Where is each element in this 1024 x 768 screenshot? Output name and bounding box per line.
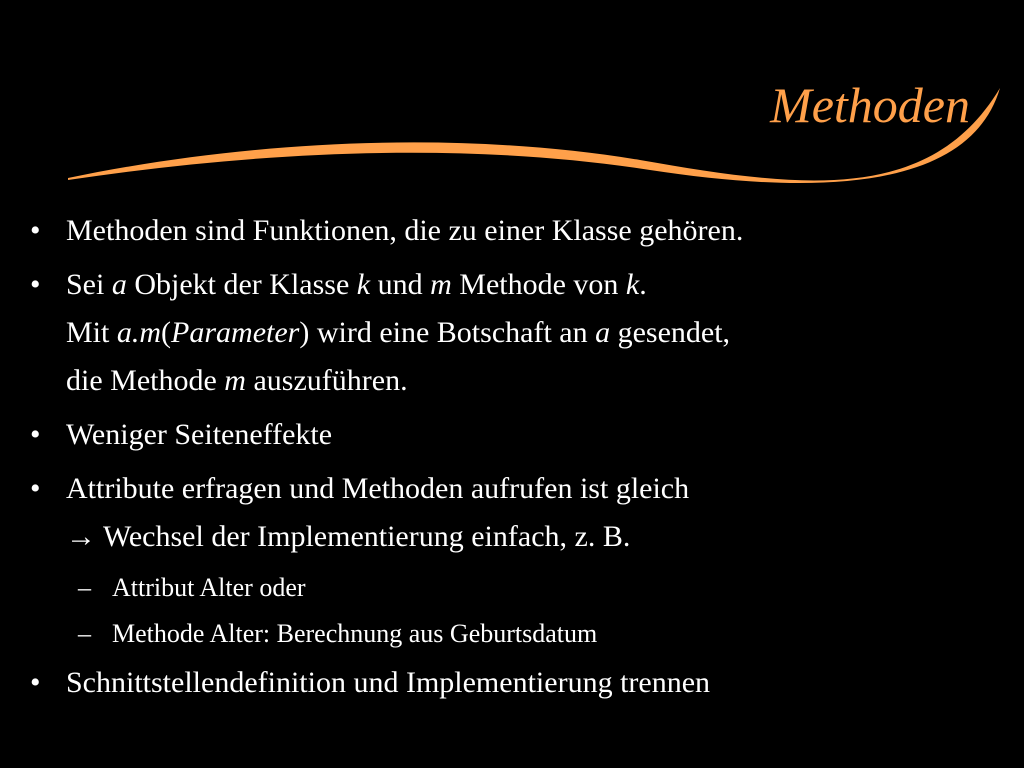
text-segment: wird eine Botschaft an	[309, 316, 596, 349]
text-segment: auszuführen.	[245, 364, 408, 397]
text-segment: (	[161, 316, 172, 349]
bullet-item-3	[30, 411, 990, 459]
right-arrow-icon: →	[66, 520, 96, 553]
text-segment: gesendet,	[610, 316, 731, 349]
italic-segment: a.m	[116, 316, 162, 349]
italic-segment: k	[356, 268, 371, 301]
bullet-marker: •	[30, 472, 41, 505]
bullet-line-3	[66, 357, 990, 405]
italic-segment: m	[430, 268, 452, 301]
bullet-line-2	[66, 309, 990, 357]
text-segment: )	[299, 316, 310, 349]
bullet-item-5	[30, 659, 990, 707]
sub-item-1	[30, 567, 990, 609]
italic-segment: a	[595, 316, 611, 349]
dash-marker: –	[78, 573, 91, 602]
bullet-text: Weniger Seiteneffekte	[66, 418, 333, 451]
text-segment: Objekt der Klasse	[126, 268, 357, 301]
text-segment: und	[370, 268, 431, 301]
italic-segment: k	[625, 268, 640, 301]
bullet-marker: •	[30, 666, 41, 699]
bullet-line-1: Attribute erfragen und Methoden aufrufen ist gleich	[66, 472, 690, 505]
text-segment: Sei	[66, 268, 112, 301]
bullet-marker: •	[30, 418, 41, 451]
bullet-item-1	[30, 207, 990, 255]
dash-marker: –	[78, 619, 91, 648]
bullet-text: Methoden sind Funktionen, die zu einer Klasse gehören.	[66, 214, 744, 247]
sub-item-text: Methode Alter: Berechnung aus Geburtsdatum	[112, 619, 598, 648]
bullet-marker: •	[30, 214, 41, 247]
text-segment: .	[639, 268, 647, 301]
bullet-text: Schnittstellendefinition und Implementierung trennen	[66, 666, 711, 699]
italic-segment: a	[111, 268, 127, 301]
bullet-item-4	[30, 465, 990, 561]
slide-title: Methoden	[770, 77, 970, 133]
bullet-list	[30, 207, 990, 713]
text-segment: Mit	[66, 316, 117, 349]
italic-segment: Parameter	[171, 316, 300, 349]
italic-segment: m	[224, 364, 246, 397]
text-segment: die Methode	[66, 364, 225, 397]
sub-item-text: Attribut Alter oder	[112, 573, 306, 602]
text-segment: Methode von	[451, 268, 626, 301]
sub-item-2	[30, 613, 990, 655]
bullet-line-2	[66, 513, 990, 561]
bullet-marker: •	[30, 268, 41, 301]
text-segment: Wechsel der Implementierung einfach, z. B.	[96, 520, 631, 553]
bullet-line-1	[66, 261, 990, 309]
bullet-item-2	[30, 261, 990, 405]
